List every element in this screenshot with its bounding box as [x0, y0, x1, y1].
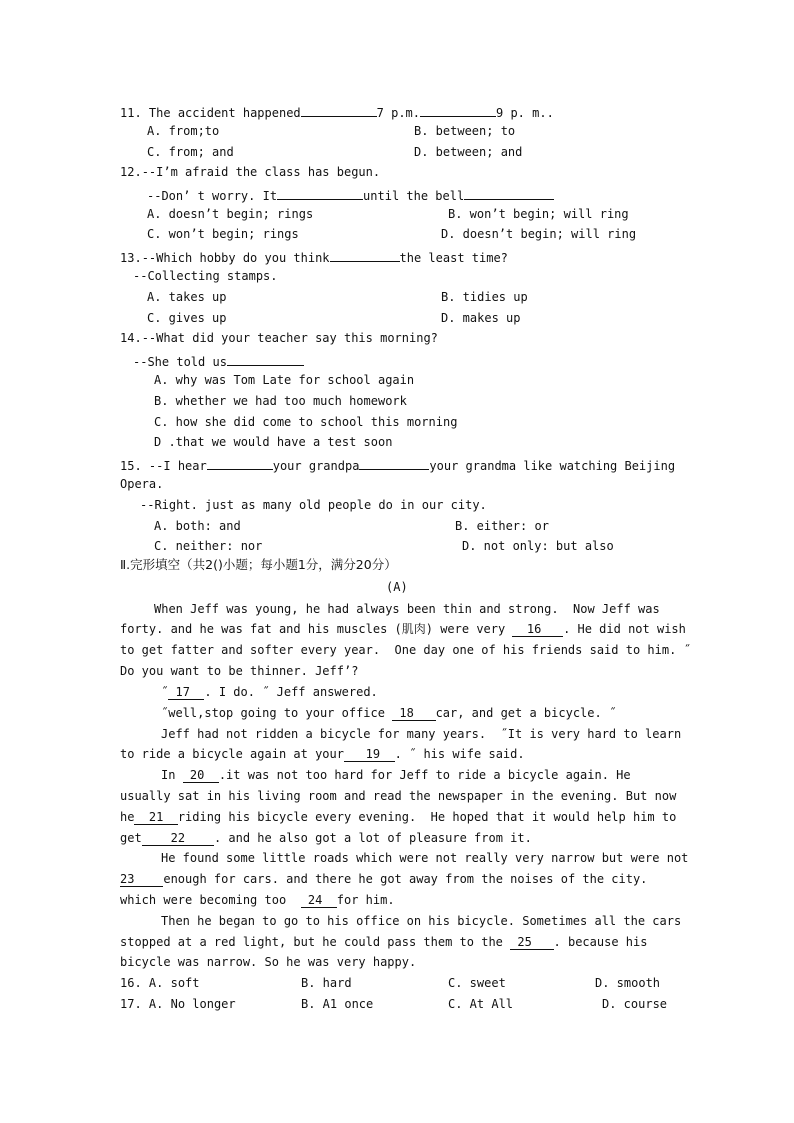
answer-blank — [227, 352, 304, 366]
question-15-stem: 15. --I hear your grandpa your grandma like watching Beijing — [120, 456, 675, 473]
option: D. not only: but also — [462, 539, 614, 553]
question-12-stem: 12.--I’m afraid the class has begun. — [120, 165, 381, 179]
question-number: 14. — [120, 331, 142, 345]
passage-line: usually sat in his living room and read the newspaper in the evening. But now — [120, 789, 677, 803]
passage-line: In 20 .it was not too hard for Jeff to ride a bicycle again. He — [161, 768, 631, 782]
answer-blank — [359, 456, 429, 470]
option: A. doesn’t begin; rings — [147, 207, 314, 221]
blank-21: 21 — [134, 810, 177, 825]
option: D. smooth — [595, 976, 661, 990]
option: B. A1 once — [301, 997, 374, 1011]
option: D. between; and — [414, 145, 523, 159]
passage-line: stopped at a red light, but he could pass them to the 25 . because his — [120, 935, 648, 949]
answer-blank — [330, 248, 400, 262]
question-12-reply: --Don’ t worry. It until the bell — [147, 186, 554, 203]
option: D. course — [602, 997, 668, 1011]
passage-line: Then he began to go to his office on his bicycle. Sometimes all the cars — [161, 914, 682, 928]
question-number: 16. — [120, 976, 142, 990]
blank-20: 20 — [183, 768, 219, 783]
passage-line: he 21 riding his bicycle every evening. He hoped that it would help him to — [120, 810, 677, 824]
blank-25: 25 — [510, 935, 553, 950]
option: C. from; and — [147, 145, 234, 159]
option: C. gives up — [147, 311, 227, 325]
option: A. both: and — [154, 519, 241, 533]
passage-line: to ride a bicycle again at your 19 . ˝ his wife said. — [120, 747, 525, 761]
option: B. tidies up — [441, 290, 528, 304]
blank-22: 22 — [142, 831, 214, 846]
blank-23: 23 — [120, 872, 163, 887]
question-13-reply: --Collecting stamps. — [133, 269, 278, 283]
blank-17: 17 — [168, 685, 204, 700]
passage-line: ˝well,stop going to your office 18 car, and get a bicycle. ˝ — [161, 706, 617, 720]
question-number: 13. — [120, 251, 142, 265]
option: A. why was Tom Late for school again — [154, 373, 415, 387]
option: C. At All — [448, 997, 514, 1011]
option: D. doesn’t begin; will ring — [441, 227, 637, 241]
passage-line: Do you want to be thinner. Jeff’? — [120, 664, 359, 678]
section-heading: Ⅱ.完形填空（共2()小题；每小题1分，满分20分） — [120, 557, 397, 572]
passage-line: which were becoming too 24 for him. — [120, 893, 395, 907]
blank-19: 19 — [344, 747, 395, 762]
passage-line: ˝ 17 . I do. ˝ Jeff answered. — [161, 685, 378, 699]
option: B. won’t begin; will ring — [448, 207, 629, 221]
question-14-reply: --She told us — [133, 352, 304, 369]
option: D. makes up — [441, 311, 521, 325]
question-number: 11. — [120, 106, 142, 120]
question-number: 15. — [120, 459, 142, 473]
option: B. hard — [301, 976, 352, 990]
answer-blank — [301, 103, 377, 117]
question-14-stem: 14.--What did your teacher say this morning? — [120, 331, 438, 345]
option: B. whether we had too much homework — [154, 394, 407, 408]
passage-line: forty. and he was fat and his muscles (肌肉) were very 16 . He did not wish — [120, 622, 686, 636]
passage-line: to get fatter and softer every year. One day one of his friends said to him. ˝ — [120, 643, 691, 657]
option: A. takes up — [147, 290, 227, 304]
blank-16: 16 — [512, 622, 563, 637]
option: C. won’t begin; rings — [147, 227, 299, 241]
answer-blank — [207, 456, 273, 470]
option: B. either: or — [455, 519, 549, 533]
question-number: 17. — [120, 997, 142, 1011]
answer-17: 17. A. No longer — [120, 997, 236, 1011]
answer-blank — [420, 103, 496, 117]
answer-blank — [277, 186, 363, 200]
option: A. from;to — [147, 124, 220, 138]
option: C. sweet — [448, 976, 506, 990]
option: B. between; to — [414, 124, 516, 138]
passage-line: get 22 . and he also got a lot of pleasure from it. — [120, 831, 532, 845]
passage-label: (A) — [386, 580, 408, 594]
question-13-stem: 13.--Which hobby do you think the least time? — [120, 248, 508, 265]
passage-line: Jeff had not ridden a bicycle for many years. ˝It is very hard to learn — [161, 727, 682, 741]
option: C. neither: nor — [154, 539, 263, 553]
passage-line: When Jeff was young, he had always been thin and strong. Now Jeff was — [154, 602, 660, 616]
option: D .that we would have a test soon — [154, 435, 393, 449]
passage-line: 23 enough for cars. and there he got away from the noises of the city. — [120, 872, 648, 886]
question-number: 12. — [120, 165, 142, 179]
question-15-stem-cont: Opera. — [120, 477, 164, 491]
question-11-stem: 11. The accident happened 7 p.m. 9 p. m.. — [120, 103, 554, 120]
blank-24: 24 — [301, 893, 337, 908]
answer-blank — [464, 186, 554, 200]
passage-line: bicycle was narrow. So he was very happy. — [120, 955, 417, 969]
answer-16: 16. A. soft — [120, 976, 200, 990]
blank-18: 18 — [392, 706, 435, 721]
passage-line: He found some little roads which were not really very narrow but were not — [161, 851, 689, 865]
option: C. how she did come to school this morning — [154, 415, 458, 429]
question-15-reply: --Right. just as many old people do in our city. — [140, 498, 487, 512]
